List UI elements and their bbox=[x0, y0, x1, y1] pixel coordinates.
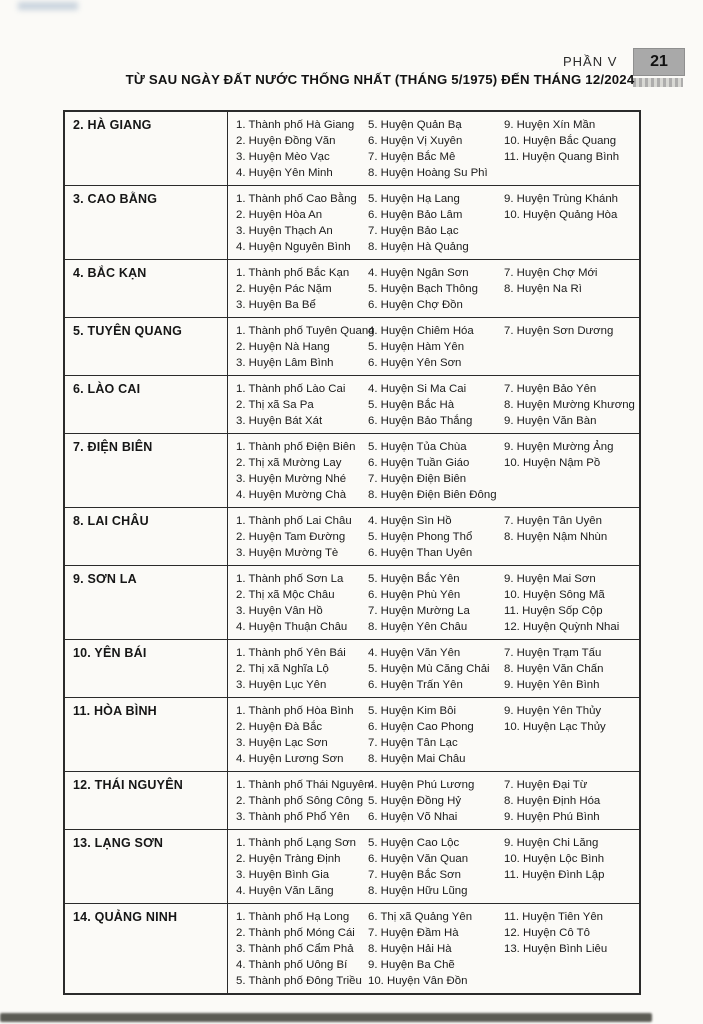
list-item: 6. Huyện Bảo Lâm bbox=[368, 209, 463, 221]
list-item: 8. Huyện Hải Hà bbox=[368, 943, 452, 955]
list-item: 7. Huyện Bắc Sơn bbox=[368, 869, 461, 881]
list-item: 3. Thành phố Phổ Yên bbox=[236, 811, 350, 823]
list-item: 8. Huyện Yên Châu bbox=[368, 621, 468, 633]
list-item: 4. Huyện Văn Lãng bbox=[236, 885, 334, 897]
district-column bbox=[368, 909, 504, 989]
province-name: 8. LAI CHÂU bbox=[65, 508, 228, 565]
district-column bbox=[504, 439, 635, 503]
district-column bbox=[236, 439, 368, 503]
district-column bbox=[504, 191, 635, 255]
list-item: 8. Huyện Mường Khương bbox=[504, 399, 635, 411]
list-item: 3. Huyện Bình Gia bbox=[236, 869, 330, 881]
province-name: 9. SƠN LA bbox=[65, 566, 228, 639]
list-item: 4. Huyện Phú Lương bbox=[368, 779, 475, 791]
list-item: 6. Huyện Yên Sơn bbox=[368, 357, 462, 369]
scan-smudge bbox=[18, 2, 78, 10]
province-name: 2. HÀ GIANG bbox=[65, 112, 228, 185]
district-column bbox=[368, 381, 504, 429]
list-item: 12. Huyện Cô Tô bbox=[504, 927, 590, 939]
list-item: 11. Huyện Sốp Cộp bbox=[504, 605, 603, 617]
list-item: 4. Huyện Sìn Hồ bbox=[368, 515, 452, 527]
list-item: 3. Huyện Bát Xát bbox=[236, 415, 323, 427]
list-item: 8. Huyện Định Hóa bbox=[504, 795, 601, 807]
list-item: 7. Huyện Đại Từ bbox=[504, 779, 588, 791]
district-column bbox=[236, 909, 368, 989]
list-item: 5. Huyện Quản Bạ bbox=[368, 119, 462, 131]
list-item: 4. Thành phố Uông Bí bbox=[236, 959, 348, 971]
district-column bbox=[236, 117, 368, 181]
list-item: 8. Huyện Hoàng Su Phì bbox=[368, 167, 488, 179]
list-item: 5. Huyện Bắc Yên bbox=[368, 573, 460, 585]
list-item: 7. Huyện Tân Uyên bbox=[504, 515, 602, 527]
district-column bbox=[236, 703, 368, 767]
list-item: 6. Huyện Phù Yên bbox=[368, 589, 461, 601]
list-item: 9. Huyện Ba Chẽ bbox=[368, 959, 455, 971]
list-item: 3. Huyện Lục Yên bbox=[236, 679, 327, 691]
district-column bbox=[368, 571, 504, 635]
list-item: 10. Huyện Nậm Pồ bbox=[504, 457, 601, 469]
district-column bbox=[504, 381, 635, 429]
page-number: 21 bbox=[650, 53, 668, 70]
list-item: 2. Thành phố Sông Công bbox=[236, 795, 364, 807]
list-item: 7. Huyện Bảo Lạc bbox=[368, 225, 459, 237]
district-column bbox=[368, 703, 504, 767]
table-row bbox=[65, 772, 639, 830]
district-column bbox=[368, 439, 504, 503]
list-item: 1. Thành phố Bắc Kạn bbox=[236, 267, 350, 279]
list-item: 4. Huyện Thuận Châu bbox=[236, 621, 348, 633]
list-item: 2. Huyện Tam Đường bbox=[236, 531, 346, 543]
list-item: 8. Huyện Nậm Nhùn bbox=[504, 531, 608, 543]
list-item: 8. Huyện Na Rì bbox=[504, 283, 582, 295]
district-lists bbox=[228, 112, 639, 185]
district-column bbox=[504, 571, 635, 635]
list-item: 7. Huyện Đầm Hà bbox=[368, 927, 459, 939]
list-item: 3. Thành phố Cẩm Phả bbox=[236, 943, 354, 955]
list-item: 2. Huyện Nà Hang bbox=[236, 341, 330, 353]
list-item: 11. Huyện Tiên Yên bbox=[504, 911, 603, 923]
list-item: 10. Huyện Lạc Thủy bbox=[504, 721, 606, 733]
list-item: 4. Huyện Si Ma Cai bbox=[368, 383, 467, 395]
table-row bbox=[65, 434, 639, 508]
list-item: 9. Huyện Chi Lăng bbox=[504, 837, 599, 849]
list-item: 8. Huyện Điện Biên Đông bbox=[368, 489, 497, 501]
list-item: 12. Huyện Quỳnh Nhai bbox=[504, 621, 620, 633]
table-row bbox=[65, 830, 639, 904]
list-item: 5. Huyện Hàm Yên bbox=[368, 341, 465, 353]
list-item: 8. Huyện Văn Chấn bbox=[504, 663, 604, 675]
list-item: 4. Huyện Mường Chà bbox=[236, 489, 347, 501]
list-item: 1. Thành phố Hà Giang bbox=[236, 119, 355, 131]
list-item: 9. Huyện Trùng Khánh bbox=[504, 193, 618, 205]
part-label: PHẦN V bbox=[563, 54, 618, 69]
list-item: 5. Huyện Đồng Hỷ bbox=[368, 795, 462, 807]
list-item: 10. Huyện Lộc Bình bbox=[504, 853, 605, 865]
list-item: 9. Huyện Phú Bình bbox=[504, 811, 600, 823]
list-item: 8. Huyện Hữu Lũng bbox=[368, 885, 468, 897]
list-item: 6. Huyện Võ Nhai bbox=[368, 811, 458, 823]
district-lists bbox=[228, 904, 639, 993]
list-item: 1. Thành phố Lạng Sơn bbox=[236, 837, 356, 849]
district-column bbox=[504, 117, 635, 181]
district-column bbox=[504, 909, 635, 989]
district-column bbox=[236, 191, 368, 255]
list-item: 6. Huyện Than Uyên bbox=[368, 547, 473, 559]
district-column bbox=[236, 381, 368, 429]
district-column bbox=[236, 513, 368, 561]
district-column bbox=[368, 265, 504, 313]
list-item: 1. Thành phố Hòa Bình bbox=[236, 705, 354, 717]
list-item: 1. Thành phố Lai Châu bbox=[236, 515, 352, 527]
table-row bbox=[65, 260, 639, 318]
table-row bbox=[65, 508, 639, 566]
list-item: 9. Huyện Xín Mần bbox=[504, 119, 596, 131]
list-item: 2. Thành phố Móng Cái bbox=[236, 927, 355, 939]
list-item: 11. Huyện Đình Lập bbox=[504, 869, 605, 881]
page-number-badge bbox=[633, 48, 685, 76]
district-lists bbox=[228, 376, 639, 433]
list-item: 3. Huyện Vân Hồ bbox=[236, 605, 323, 617]
table-row bbox=[65, 566, 639, 640]
province-name: 12. THÁI NGUYÊN bbox=[65, 772, 228, 829]
list-item: 10. Huyện Bắc Quang bbox=[504, 135, 617, 147]
list-item: 8. Huyện Hà Quảng bbox=[368, 241, 469, 253]
district-column bbox=[236, 835, 368, 899]
district-lists bbox=[228, 186, 639, 259]
list-item: 5. Huyện Bắc Hà bbox=[368, 399, 455, 411]
table-row bbox=[65, 112, 639, 186]
list-item: 7. Huyện Sơn Dương bbox=[504, 325, 614, 337]
list-item: 1. Thành phố Cao Bằng bbox=[236, 193, 357, 205]
table-row bbox=[65, 186, 639, 260]
list-item: 6. Thị xã Quảng Yên bbox=[368, 911, 473, 923]
district-lists bbox=[228, 698, 639, 771]
list-item: 2. Thị xã Sa Pa bbox=[236, 399, 314, 411]
list-item: 10. Huyện Vân Đồn bbox=[368, 975, 468, 987]
list-item: 6. Huyện Chợ Đồn bbox=[368, 299, 463, 311]
district-column bbox=[504, 703, 635, 767]
list-item: 5. Huyện Bạch Thông bbox=[368, 283, 478, 295]
district-column bbox=[504, 777, 635, 825]
province-name: 6. LÀO CAI bbox=[65, 376, 228, 433]
province-name: 3. CAO BẰNG bbox=[65, 186, 228, 259]
list-item: 3. Huyện Ba Bể bbox=[236, 299, 316, 311]
table-row bbox=[65, 318, 639, 376]
list-item: 5. Thành phố Đông Triều bbox=[236, 975, 362, 987]
list-item: 8. Huyện Mai Châu bbox=[368, 753, 466, 765]
list-item: 7. Huyện Mường La bbox=[368, 605, 470, 617]
list-item: 10. Huyện Sông Mã bbox=[504, 589, 605, 601]
scan-bottom-band bbox=[0, 1013, 652, 1022]
list-item: 1. Thành phố Điện Biên bbox=[236, 441, 356, 453]
district-column bbox=[504, 513, 635, 561]
list-item: 2. Huyện Đà Bắc bbox=[236, 721, 323, 733]
district-lists bbox=[228, 318, 639, 375]
list-item: 1. Thành phố Yên Bái bbox=[236, 647, 346, 659]
list-item: 5. Huyện Tủa Chùa bbox=[368, 441, 467, 453]
list-item: 7. Huyện Điện Biên bbox=[368, 473, 467, 485]
district-column bbox=[368, 191, 504, 255]
district-column bbox=[368, 513, 504, 561]
list-item: 1. Thành phố Hạ Long bbox=[236, 911, 350, 923]
page-title: TỪ SAU NGÀY ĐẤT NƯỚC THỐNG NHẤT (THÁNG 5/1975) ĐẾN THÁNG 12/2024 bbox=[125, 72, 635, 87]
district-column bbox=[504, 645, 635, 693]
district-column bbox=[368, 645, 504, 693]
district-lists bbox=[228, 434, 639, 507]
province-name: 10. YÊN BÁI bbox=[65, 640, 228, 697]
list-item: 6. Huyện Trấn Yên bbox=[368, 679, 463, 691]
list-item: 9. Huyện Yên Thủy bbox=[504, 705, 602, 717]
list-item: 1. Thành phố Lào Cai bbox=[236, 383, 346, 395]
table-row bbox=[65, 376, 639, 434]
list-item: 4. Huyện Lương Sơn bbox=[236, 753, 344, 765]
district-lists bbox=[228, 772, 639, 829]
district-lists bbox=[228, 508, 639, 565]
list-item: 5. Huyện Hạ Lang bbox=[368, 193, 460, 205]
list-item: 11. Huyện Quang Bình bbox=[504, 151, 620, 163]
list-item: 9. Huyện Yên Bình bbox=[504, 679, 600, 691]
list-item: 9. Huyện Văn Bàn bbox=[504, 415, 597, 427]
province-table bbox=[63, 110, 641, 995]
province-name: 7. ĐIỆN BIÊN bbox=[65, 434, 228, 507]
list-item: 4. Huyện Chiêm Hóa bbox=[368, 325, 474, 337]
district-column bbox=[504, 835, 635, 899]
table-row bbox=[65, 640, 639, 698]
district-column bbox=[368, 777, 504, 825]
list-item: 9. Huyện Mường Ảng bbox=[504, 441, 614, 453]
list-item: 4. Huyện Nguyên Bình bbox=[236, 241, 351, 253]
list-item: 6. Huyện Bảo Thắng bbox=[368, 415, 473, 427]
list-item: 3. Huyện Lạc Sơn bbox=[236, 737, 328, 749]
list-item: 3. Huyện Lâm Bình bbox=[236, 357, 334, 369]
list-item: 1. Thành phố Tuyên Quang bbox=[236, 325, 375, 337]
list-item: 3. Huyện Mường Nhé bbox=[236, 473, 347, 485]
province-name: 11. HÒA BÌNH bbox=[65, 698, 228, 771]
list-item: 5. Huyện Kim Bôi bbox=[368, 705, 456, 717]
list-item: 7. Huyện Bắc Mê bbox=[368, 151, 456, 163]
list-item: 2. Huyện Hòa An bbox=[236, 209, 323, 221]
district-column bbox=[236, 645, 368, 693]
list-item: 9. Huyện Mai Sơn bbox=[504, 573, 596, 585]
district-column bbox=[236, 777, 371, 825]
list-item: 6. Huyện Văn Quan bbox=[368, 853, 469, 865]
province-name: 4. BẮC KẠN bbox=[65, 260, 228, 317]
province-name: 14. QUẢNG NINH bbox=[65, 904, 228, 993]
district-column bbox=[236, 323, 375, 371]
page-number-stripes bbox=[633, 78, 683, 87]
list-item: 10. Huyện Quảng Hòa bbox=[504, 209, 618, 221]
table-row bbox=[65, 904, 639, 993]
district-lists bbox=[228, 640, 639, 697]
list-item: 7. Huyện Chợ Mới bbox=[504, 267, 598, 279]
list-item: 4. Huyện Văn Yên bbox=[368, 647, 461, 659]
list-item: 5. Huyện Mù Căng Chải bbox=[368, 663, 490, 675]
list-item: 2. Thị xã Nghĩa Lộ bbox=[236, 663, 329, 675]
list-item: 3. Huyện Mường Tè bbox=[236, 547, 339, 559]
list-item: 2. Thị xã Mộc Châu bbox=[236, 589, 335, 601]
province-name: 13. LẠNG SƠN bbox=[65, 830, 228, 903]
list-item: 4. Huyện Ngân Sơn bbox=[368, 267, 469, 279]
list-item: 3. Huyện Mèo Vạc bbox=[236, 151, 330, 163]
table-row bbox=[65, 698, 639, 772]
list-item: 6. Huyện Vị Xuyên bbox=[368, 135, 463, 147]
district-column bbox=[368, 835, 504, 899]
district-lists bbox=[228, 566, 639, 639]
list-item: 7. Huyện Tân Lạc bbox=[368, 737, 458, 749]
district-column bbox=[504, 323, 635, 371]
district-column bbox=[236, 265, 368, 313]
list-item: 2. Thị xã Mường Lay bbox=[236, 457, 342, 469]
list-item: 5. Huyện Cao Lộc bbox=[368, 837, 460, 849]
district-lists bbox=[228, 260, 639, 317]
province-name: 5. TUYÊN QUANG bbox=[65, 318, 228, 375]
district-lists bbox=[228, 830, 639, 903]
district-column bbox=[236, 571, 368, 635]
list-item: 3. Huyện Thạch An bbox=[236, 225, 333, 237]
list-item: 6. Huyện Cao Phong bbox=[368, 721, 474, 733]
list-item: 2. Huyện Tràng Định bbox=[236, 853, 341, 865]
list-item: 7. Huyện Bảo Yên bbox=[504, 383, 597, 395]
list-item: 4. Huyện Yên Minh bbox=[236, 167, 333, 179]
list-item: 2. Huyện Pác Nặm bbox=[236, 283, 332, 295]
district-column bbox=[368, 323, 504, 371]
list-item: 2. Huyện Đồng Văn bbox=[236, 135, 336, 147]
list-item: 1. Thành phố Sơn La bbox=[236, 573, 344, 585]
list-item: 1. Thành phố Thái Nguyên bbox=[236, 779, 371, 791]
list-item: 13. Huyện Bình Liêu bbox=[504, 943, 608, 955]
district-column bbox=[368, 117, 504, 181]
district-column bbox=[504, 265, 635, 313]
list-item: 7. Huyện Trạm Tấu bbox=[504, 647, 602, 659]
list-item: 5. Huyện Phong Thổ bbox=[368, 531, 473, 543]
list-item: 6. Huyện Tuần Giáo bbox=[368, 457, 470, 469]
